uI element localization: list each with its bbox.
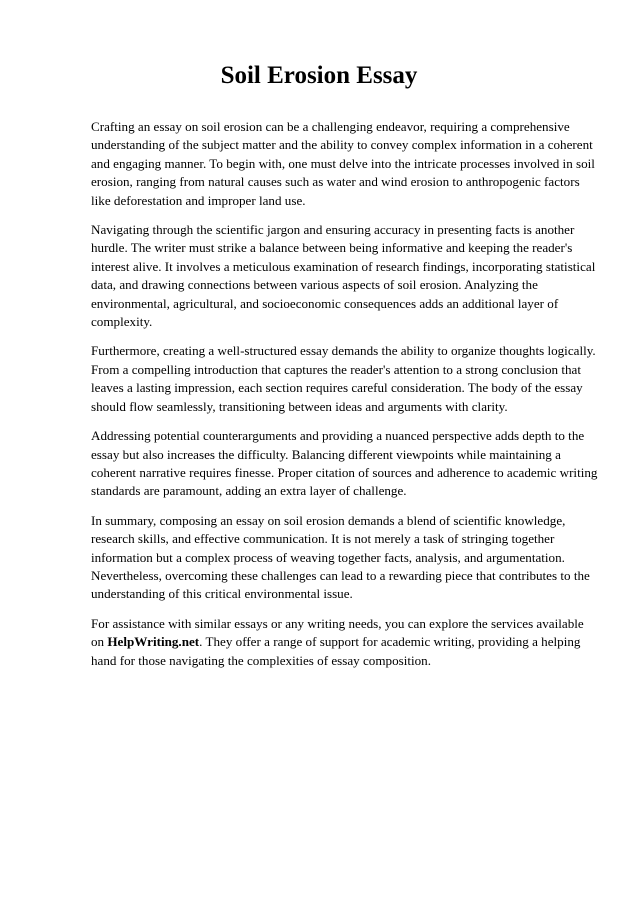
paragraph-4: Addressing potential counterarguments and providing a nuanced perspective adds depth to the essay but also increases the difficulty. Balancing different viewpoints while maintaining a coherent narrative requires finesse. Proper citation of sources and adherence to academic writing standards are paramount, adding an extra layer of challenge.	[91, 428, 598, 499]
helpwriting-link[interactable]: HelpWriting.net	[107, 634, 200, 650]
paragraph-2: Navigating through the scientific jargon and ensuring accuracy in presenting facts is another hurdle. The writer must strike a balance between being informative and keeping the reader's interest alive. It involves a meticulous examination of research findings, incorporating statistical data, and drawing connections between various aspects of soil erosion. Analyzing the environmental, agricultural, and socioeconomic consequences adds an additional layer of complexity.	[91, 222, 596, 330]
paragraph-3: Furthermore, creating a well-structured essay demands the ability to organize thoughts logically. From a compelling introduction that captures the reader's attention to a strong conclusion that leaves a lasting impression, each section requires careful consideration. The body of the essay should flow seamlessly, transitioning between ideas and arguments with clarity.	[91, 343, 596, 414]
paragraph-6-tail: . They offer a range of support for academic writing, providing a helping hand for those navigating the complexities of essay composition.	[91, 634, 581, 668]
paragraph-5: In summary, composing an essay on soil erosion demands a blend of scientific knowledge, research skills, and effective communication. It is not merely a task of stringing together information but a complex process of weaving together facts, analysis, and argumentation. Nevertheless, overcoming these challenges can lead to a rewarding piece that contributes to the understanding of this critical environmental issue.	[91, 512, 590, 602]
document-body	[91, 118, 599, 681]
paragraph-6	[91, 615, 599, 670]
paragraph-6-lead: For assistance with similar essays or any writing needs, you can explore the services available on	[91, 615, 584, 650]
paragraph-1: Crafting an essay on soil erosion can be a challenging endeavor, requiring a comprehensive understanding of the subject matter and the ability to convey complex information in a coherent and engaging manner. To begin with, one must delve into the intricate processes involved in soil erosion, ranging from natural causes such as water and wind erosion to anthropogenic factors like deforestation and improper land use.	[91, 119, 595, 208]
page-title: Soil Erosion Essay	[220, 62, 418, 89]
